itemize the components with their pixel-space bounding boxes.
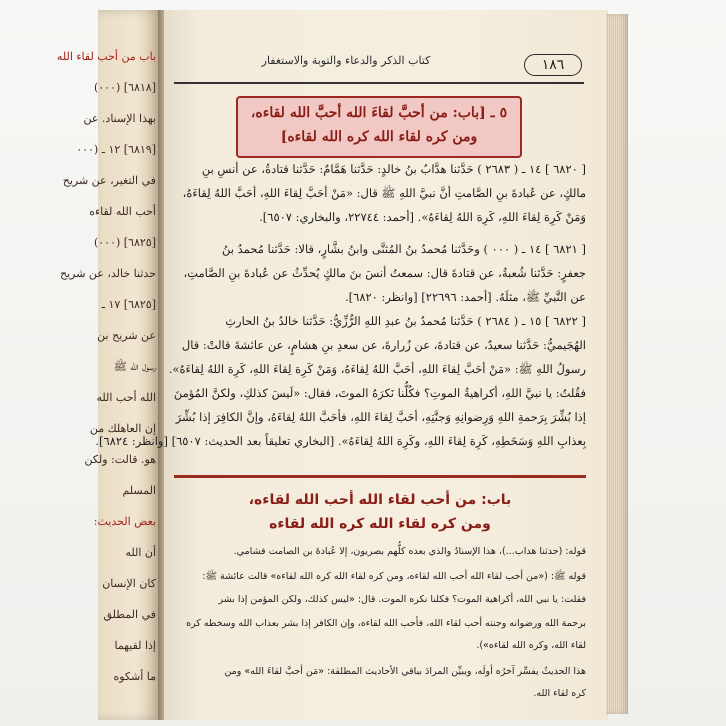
commentary-line: برحمة الله ورضوانه وجنته أحب لقاء الله، فأحب الله لقاءه، وإن الكافر إذا بشر بعذاب الله وسخطه كره [186, 618, 586, 629]
left-page-line: بعض الحديث: [93, 515, 156, 528]
chapter-heading-line-2: ومن كره لقاء الله كره الله لقاءه] [280, 129, 478, 145]
left-page-line: إذا لقيهما [114, 639, 156, 652]
left-page-line: إن العاهلك من [89, 422, 156, 435]
left-page [56, 10, 160, 720]
commentary-line: لقاء الله، وكره الله لقاءه»). [476, 640, 586, 651]
hadith-line: فقُلتُ: يا نبيَّ اللهِ، أكراهيةُ الموتِ؟ فكُلُّنا نَكرَهُ الموتَ، فقال: «لَيسَ كذلكِ، ولكنَّ المُؤمنَ [173, 386, 586, 400]
chapter-heading-box [236, 96, 522, 158]
hadith-line: [ ٦٨٢٠ ] ١٤ ـ ( ٢٦٨٣ ) حَدَّثنا هدَّابُ بنُ خالدٍ: حَدَّثنا هَمَّامٌ: حَدَّثنا قتادةُ، عن أنسِ بنِ [201, 162, 586, 176]
left-page-line: رسول الله ﷺ [113, 360, 156, 373]
commentary-line: كره لقاء الله. [533, 688, 586, 699]
left-page-line: عن شريح بن [97, 329, 156, 342]
hadith-line: رسولُ اللهِ ﷺ: «مَنْ أحَبَّ لِقاءَ اللهِ، أحَبَّ اللهُ لِقاءَهُ، وَمَنْ كَرِهَ لِقاءَ اللهِ، كَرِهَ اللهُ لِقاءَهُ». [168, 362, 586, 376]
left-page-line: [٦٨١٩] ١٢ ـ (٠٠٠ [76, 143, 156, 156]
left-page-line: [٦٨٢٥] (٠٠٠) [93, 236, 156, 249]
page-edges [606, 14, 628, 714]
left-page-line: ما أشكوه [113, 670, 156, 683]
left-page-line: [٦٨٢٥] ١٧ ـ [101, 298, 156, 311]
left-page-line: حدثنا خالد، عن شريح [59, 267, 156, 280]
running-head: كتاب الذكر والدعاء والتوبة والاستغفار [261, 54, 431, 67]
commentary-line: قوله: (حدثنا هداب...)، هذا الإسنادُ والذي بعده كلُّهم بصريون، إلا عُبادةَ بن الصامت فشامي. [233, 546, 586, 557]
hadith-line: جعفرٍ: حَدَّثنا شُعبةُ، عن قتادةَ قال: سمعتُ أنسَ بنَ مالكٍ يُحدِّثُ عن عُبادةَ بنِ الصَّامتِ، [183, 266, 586, 280]
left-page-line: بهذا الإسناد. عن [83, 112, 156, 125]
hadith-line: بِعذابِ اللهِ وَسَخَطِهِ، كَرِهَ لِقاءَ اللهِ، وكَرِهَ اللهُ لِقاءَهُ». [البخاري تعليقاً بعد الحديث: ٦٥٠٧] [وانظر: ٦٨٢٤]. [95, 434, 586, 448]
left-page-line: هو. قالت: ولكن [84, 453, 156, 466]
hadith-line: الهُجَيميُّ: حَدَّثنا سعيدٌ، عن قتادةَ، عن زُرارةَ، عن سعدِ بنِ هشامٍ، عن عائشةَ قالتْ: قال [181, 338, 586, 352]
commentary-title-line-1: باب: من أحب لقاء الله أحب الله لقاءه، [248, 492, 512, 508]
page-number: ١٨٦ [524, 54, 582, 76]
commentary-title-line-2: ومن كره لقاء الله كره الله لقاءه [269, 516, 491, 532]
section-separator [174, 475, 586, 478]
left-page-line: أن الله [125, 546, 156, 559]
hadith-line: [ ٦٨٢٢ ] ١٥ ـ ( ٢٦٨٤ ) حَدَّثنا مُحمدُ بنُ عبدِ اللهِ الرُّزِّيُّ: حَدَّثنا خالدُ بنُ الحارثِ [225, 314, 586, 328]
commentary-line: قوله ﷺ: («من أحب لقاء الله أحب الله لقاءه، ومن كره لقاء الله كره الله لقاءه» قالت عائشة ﷺ: [202, 571, 586, 582]
hadith-line: [ ٦٨٢١ ] ١٤ ـ ( ٠٠٠ ) وحَدَّثنا مُحمدُ بنُ المُثنَّى وابنُ بشَّارٍ، قالا: حَدَّثنا مُحمدُ بنُ [222, 242, 586, 256]
hadith-line: إذا بُشِّرَ بِرَحمةِ اللهِ وَرِضوانِهِ وَجنَّتِهِ، أحَبَّ لِقاءَ اللهِ، فأحَبَّ اللهُ لِقاءَهُ، وإنَّ الكافِرَ إذا بُشِّرَ [175, 410, 586, 424]
hadith-line: مالكٍ، عن عُبادةَ بنِ الصَّامتِ أنَّ نبيَّ اللهِ ﷺ قال: «مَنْ أحَبَّ لِقاءَ اللهِ، أحَبَّ اللهُ لِقاءَهُ، [182, 186, 586, 200]
left-page-line: في التغير، عن شريح [62, 174, 156, 187]
page-header [174, 48, 594, 78]
left-page-line: باب من أحب لقاء الله [56, 50, 156, 63]
left-page-line: المسلم [122, 484, 156, 497]
left-page-line: كان الإنسان [102, 577, 156, 590]
left-page-line: [٦٨١٨] (٠٠٠) [93, 81, 156, 94]
header-rule [174, 82, 584, 84]
commentary-line: هذا الحديثُ يفسِّر آخرُه أولَه، ويبيِّن المرادَ بباقي الأحاديث المطلقة: «مَن أحبَّ لقاءَ الله» ومن [224, 666, 586, 677]
commentary-line: فقلت: يا نبي الله، أكراهية الموت؟ فكلنا نكره الموت. قال: «ليس كذلك، ولكن المؤمن إذا بشر [218, 594, 586, 605]
left-page-line: أحب الله لقاءه [89, 205, 156, 218]
left-page-line: في المطلق [103, 608, 156, 621]
left-page-line: الله أحب الله [96, 391, 156, 404]
open-book [56, 10, 628, 720]
hadith-line: وَمَنْ كَرِهَ لِقاءَ اللهِ، كَرِهَ اللهُ لِقاءَهُ». [أحمد: ٢٢٧٤٤، والبخاري: ٦٥٠٧]. [259, 210, 586, 224]
hadith-line: عن النَّبيِّ ﷺ، مثلَهُ. [أحمد: ٢٢٦٩٦] [وانظر: ٦٨٢٠]. [345, 290, 586, 304]
chapter-heading-line-1: ٥ ـ [باب: من أحبَّ لقاءَ الله أحبَّ الله لقاءه، [250, 105, 508, 121]
